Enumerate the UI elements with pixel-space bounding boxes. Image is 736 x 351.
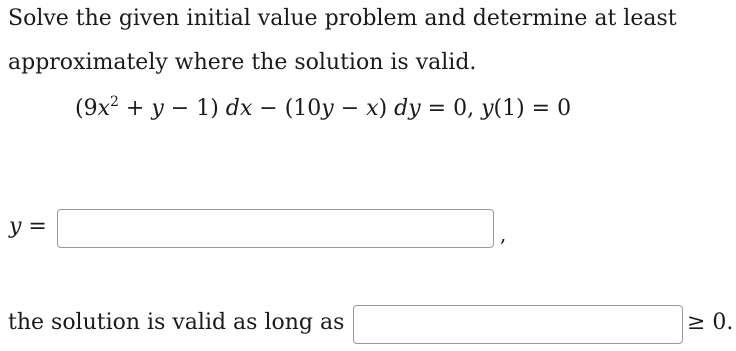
eq-coef: 9 xyxy=(83,96,98,121)
y-label-equals: = xyxy=(21,214,47,239)
eq-plus: + xyxy=(118,96,152,121)
eq-var-y: y xyxy=(151,96,164,121)
validity-inequality-suffix: ≥ 0. xyxy=(687,310,734,335)
eq-close-paren: ) xyxy=(378,96,395,121)
y-answer-label xyxy=(9,214,47,240)
eq-var-y-3: y xyxy=(481,96,494,121)
eq-var-y-2: y xyxy=(321,96,334,121)
question-line-1: Solve the given initial value problem and determine at least xyxy=(8,6,677,31)
eq-minus: − xyxy=(333,96,367,121)
eq-open-paren: ( xyxy=(75,96,84,121)
eq-exponent: 2 xyxy=(110,94,119,110)
validity-answer-input[interactable] xyxy=(353,305,683,344)
eq-var-x: x xyxy=(97,96,111,121)
eq-minus-one: − 1) xyxy=(163,96,226,121)
eq-minus-paren: − (10 xyxy=(252,96,322,121)
answer-comma: , xyxy=(500,222,507,246)
eq-var-x-2: x xyxy=(366,96,379,121)
differential-equation xyxy=(75,94,571,124)
validity-prompt: the solution is valid as long as xyxy=(8,310,345,335)
eq-equals-zero: = 0, xyxy=(420,96,482,121)
eq-dy: dy xyxy=(394,96,421,121)
question-line-2: approximately where the solution is valid. xyxy=(8,50,477,75)
solution-answer-input[interactable] xyxy=(57,209,494,248)
y-label-var: y xyxy=(9,214,22,239)
eq-initial-condition: (1) = 0 xyxy=(493,96,572,121)
eq-dx: dx xyxy=(225,96,253,121)
